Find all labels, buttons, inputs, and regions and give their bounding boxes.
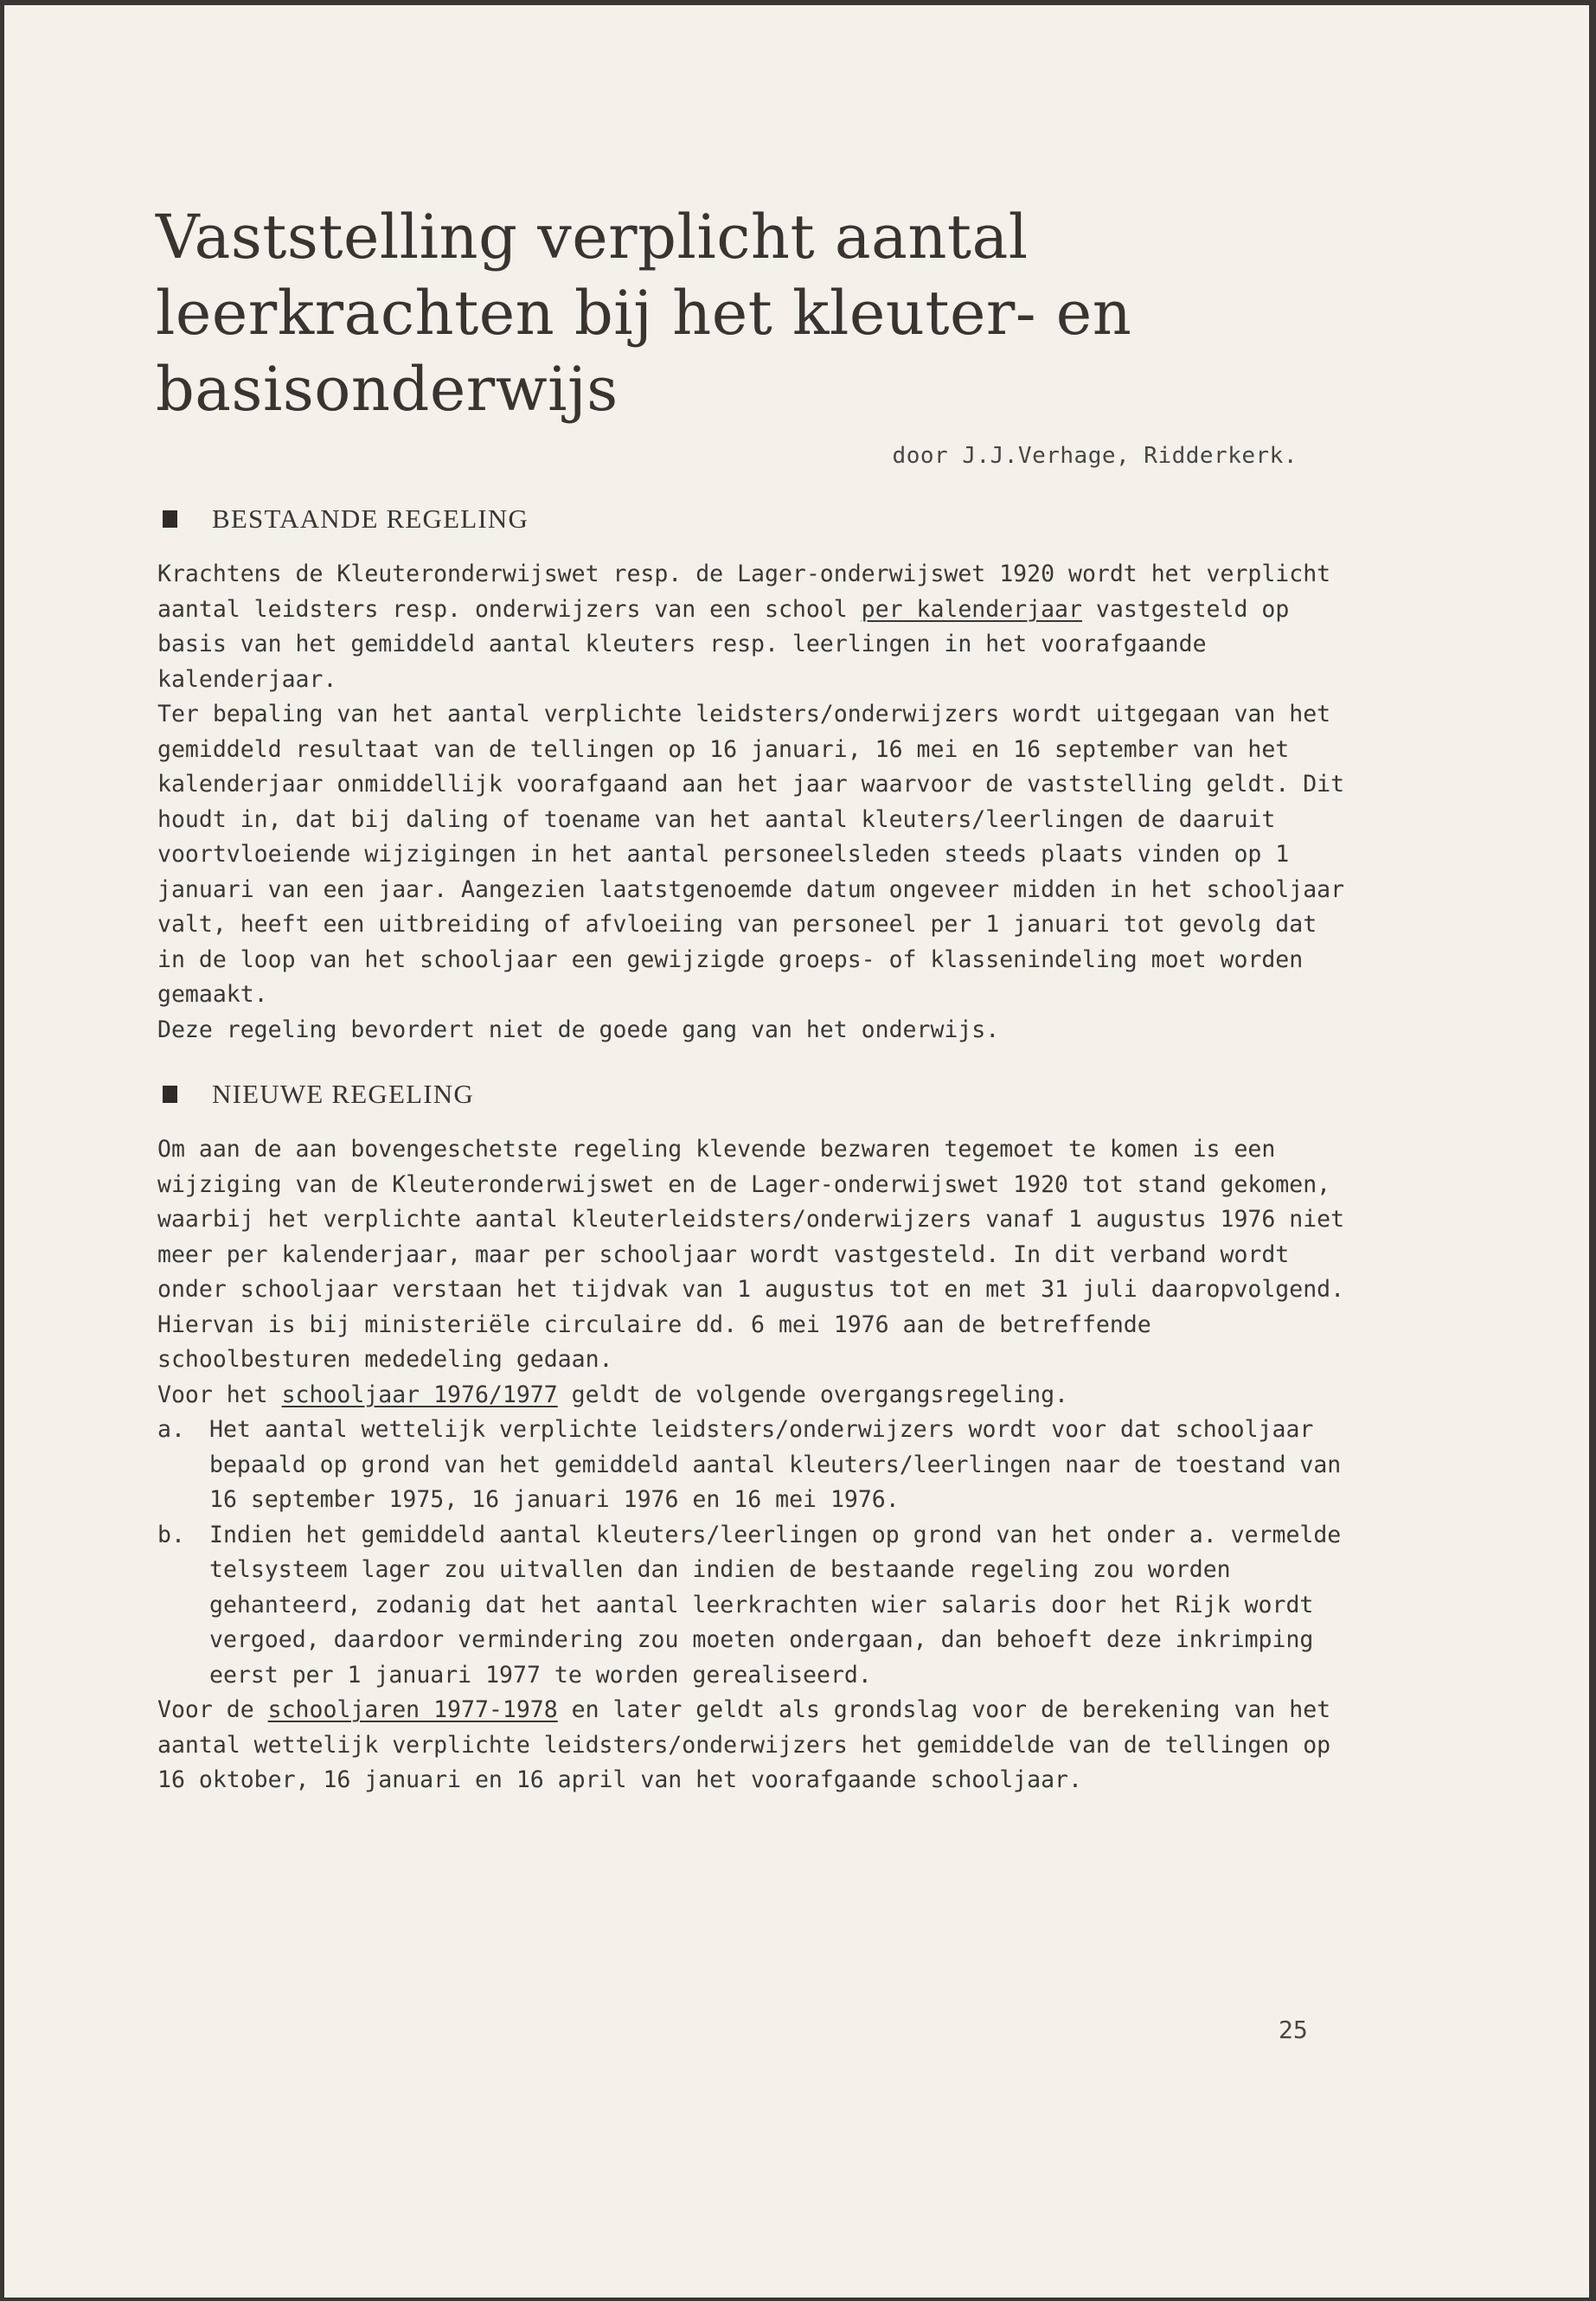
paragraph	[157, 1693, 1349, 1798]
section-heading-existing	[156, 503, 1349, 535]
page-number: 25	[1279, 2016, 1308, 2044]
page-edge-bottom	[0, 2298, 1596, 2301]
article-author: door J.J.Verhage, Ridderkerk.	[892, 443, 1298, 469]
list-label: a.	[157, 1416, 185, 1443]
paragraph: Deze regeling bevordert niet de goede gang van het onderwijs.	[157, 1016, 1000, 1043]
list-label: b.	[157, 1521, 185, 1548]
text-run: Voor de	[157, 1696, 268, 1723]
article-title: Vaststelling verplicht aantal leerkrachten bij het kleuter- en basisonderwijs	[156, 202, 1132, 425]
underlined-text: schooljaren 1977-1978	[267, 1696, 558, 1723]
list-item	[157, 1518, 1349, 1694]
list-text: Indien het gemiddeld aantal kleuters/leerlingen op grond van het onder a. vermelde telsysteem lager zou uitvallen dan indien de bestaande regeling zou worden gehanteerd, zodanig dat het aantal leerkrachten wier salaris door het Rijk wordt vergoed, daardoor vermindering zou moeten ondergaan, dan behoeft deze inkrimping eerst per 1 januari 1977 te worden gerealiseerd.	[209, 1521, 1342, 1689]
list-text: Het aantal wettelijk verplichte leidsters/onderwijzers wordt voor dat schooljaar bepaald op grond van het gemiddeld aantal kleuters/leerlingen naar de toestand van 16 september 1975, 16 januari 1976 en 16 mei 1976.	[209, 1416, 1342, 1513]
section-heading-new	[156, 1079, 1349, 1110]
page-edge-right	[1589, 0, 1596, 2301]
paragraph: Ter bepaling van het aantal verplichte leidsters/onderwijzers wordt uitgegaan van het gemiddeld resultaat van de tellingen op 16 januari, 16 mei en 16 september van het kalenderjaar onmiddellijk voorafgaand aan het jaar waarvoor de vaststelling geldt. Dit houdt in, dat bij daling of toename van het aantal kleuters/leerlingen de daaruit voortvloeiende wijzigingen in het aantal personeelsleden steeds plaats vinden op 1 januari van een jaar. Aangezien laatstgenoemde datum ongeveer midden in het schooljaar valt, heeft een uitbreiding of afvloeiing van personeel per 1 januari tot gevolg dat in de loop van het schooljaar een gewijzigde groeps- of klassenindeling moet worden gemaakt.	[157, 701, 1345, 1008]
paragraph: Om aan de aan bovengeschetste regeling klevende bezwaren tegemoet te komen is een wijziging van de Kleuteronderwijswet en de Lager-onderwijswet 1920 tot stand gekomen, waarbij het verplichte aantal kleuterleidsters/onderwijzers vanaf 1 augustus 1976 niet meer per kalenderjaar, maar per schooljaar wordt vastgesteld. In dit verband wordt onder schooljaar verstaan het tijdvak van 1 augustus tot en met 31 juli daaropvolgend. Hiervan is bij ministeriële circulaire dd. 6 mei 1976 aan de betreffende schoolbesturen mededeling gedaan.	[157, 1136, 1345, 1373]
text-run: Krachtens de Kleuteronderwijswet resp. de Lager-onderwijswet 1920 wordt het verplicht aantal leidsters resp. onderwijzers van een school	[157, 561, 1331, 623]
section-body-existing	[156, 557, 1349, 1048]
underlined-text: per kalenderjaar	[861, 595, 1082, 623]
paragraph	[157, 557, 1349, 697]
text-run: en later geldt als grondslag voor de berekening van het aantal wettelijk verplichte leidsters/onderwijzers het gemiddelde van de tellingen op 16 oktober, 16 januari en 16 april van het voorafgaande schooljaar.	[157, 1696, 1331, 1793]
text-run: Voor het	[157, 1381, 282, 1408]
underlined-text: schooljaar 1976/1977	[281, 1381, 558, 1408]
page-edge-top	[0, 0, 1596, 5]
paragraph	[157, 1378, 1349, 1413]
square-bullet-icon	[163, 1086, 177, 1103]
square-bullet-icon	[163, 510, 177, 528]
text-run: vastgesteld op basis van het gemiddeld aantal kleuters resp. leerlingen in het voorafgaande kalenderjaar.	[157, 595, 1290, 693]
article	[156, 199, 1349, 1798]
text-run: geldt de volgende overgangsregeling.	[557, 1381, 1068, 1408]
list-item	[157, 1413, 1349, 1518]
page-edge-left	[0, 0, 4, 2301]
section-title: NIEUWE REGELING	[212, 1079, 474, 1109]
section-title: BESTAANDE REGELING	[212, 503, 529, 534]
section-body-new	[156, 1132, 1349, 1798]
